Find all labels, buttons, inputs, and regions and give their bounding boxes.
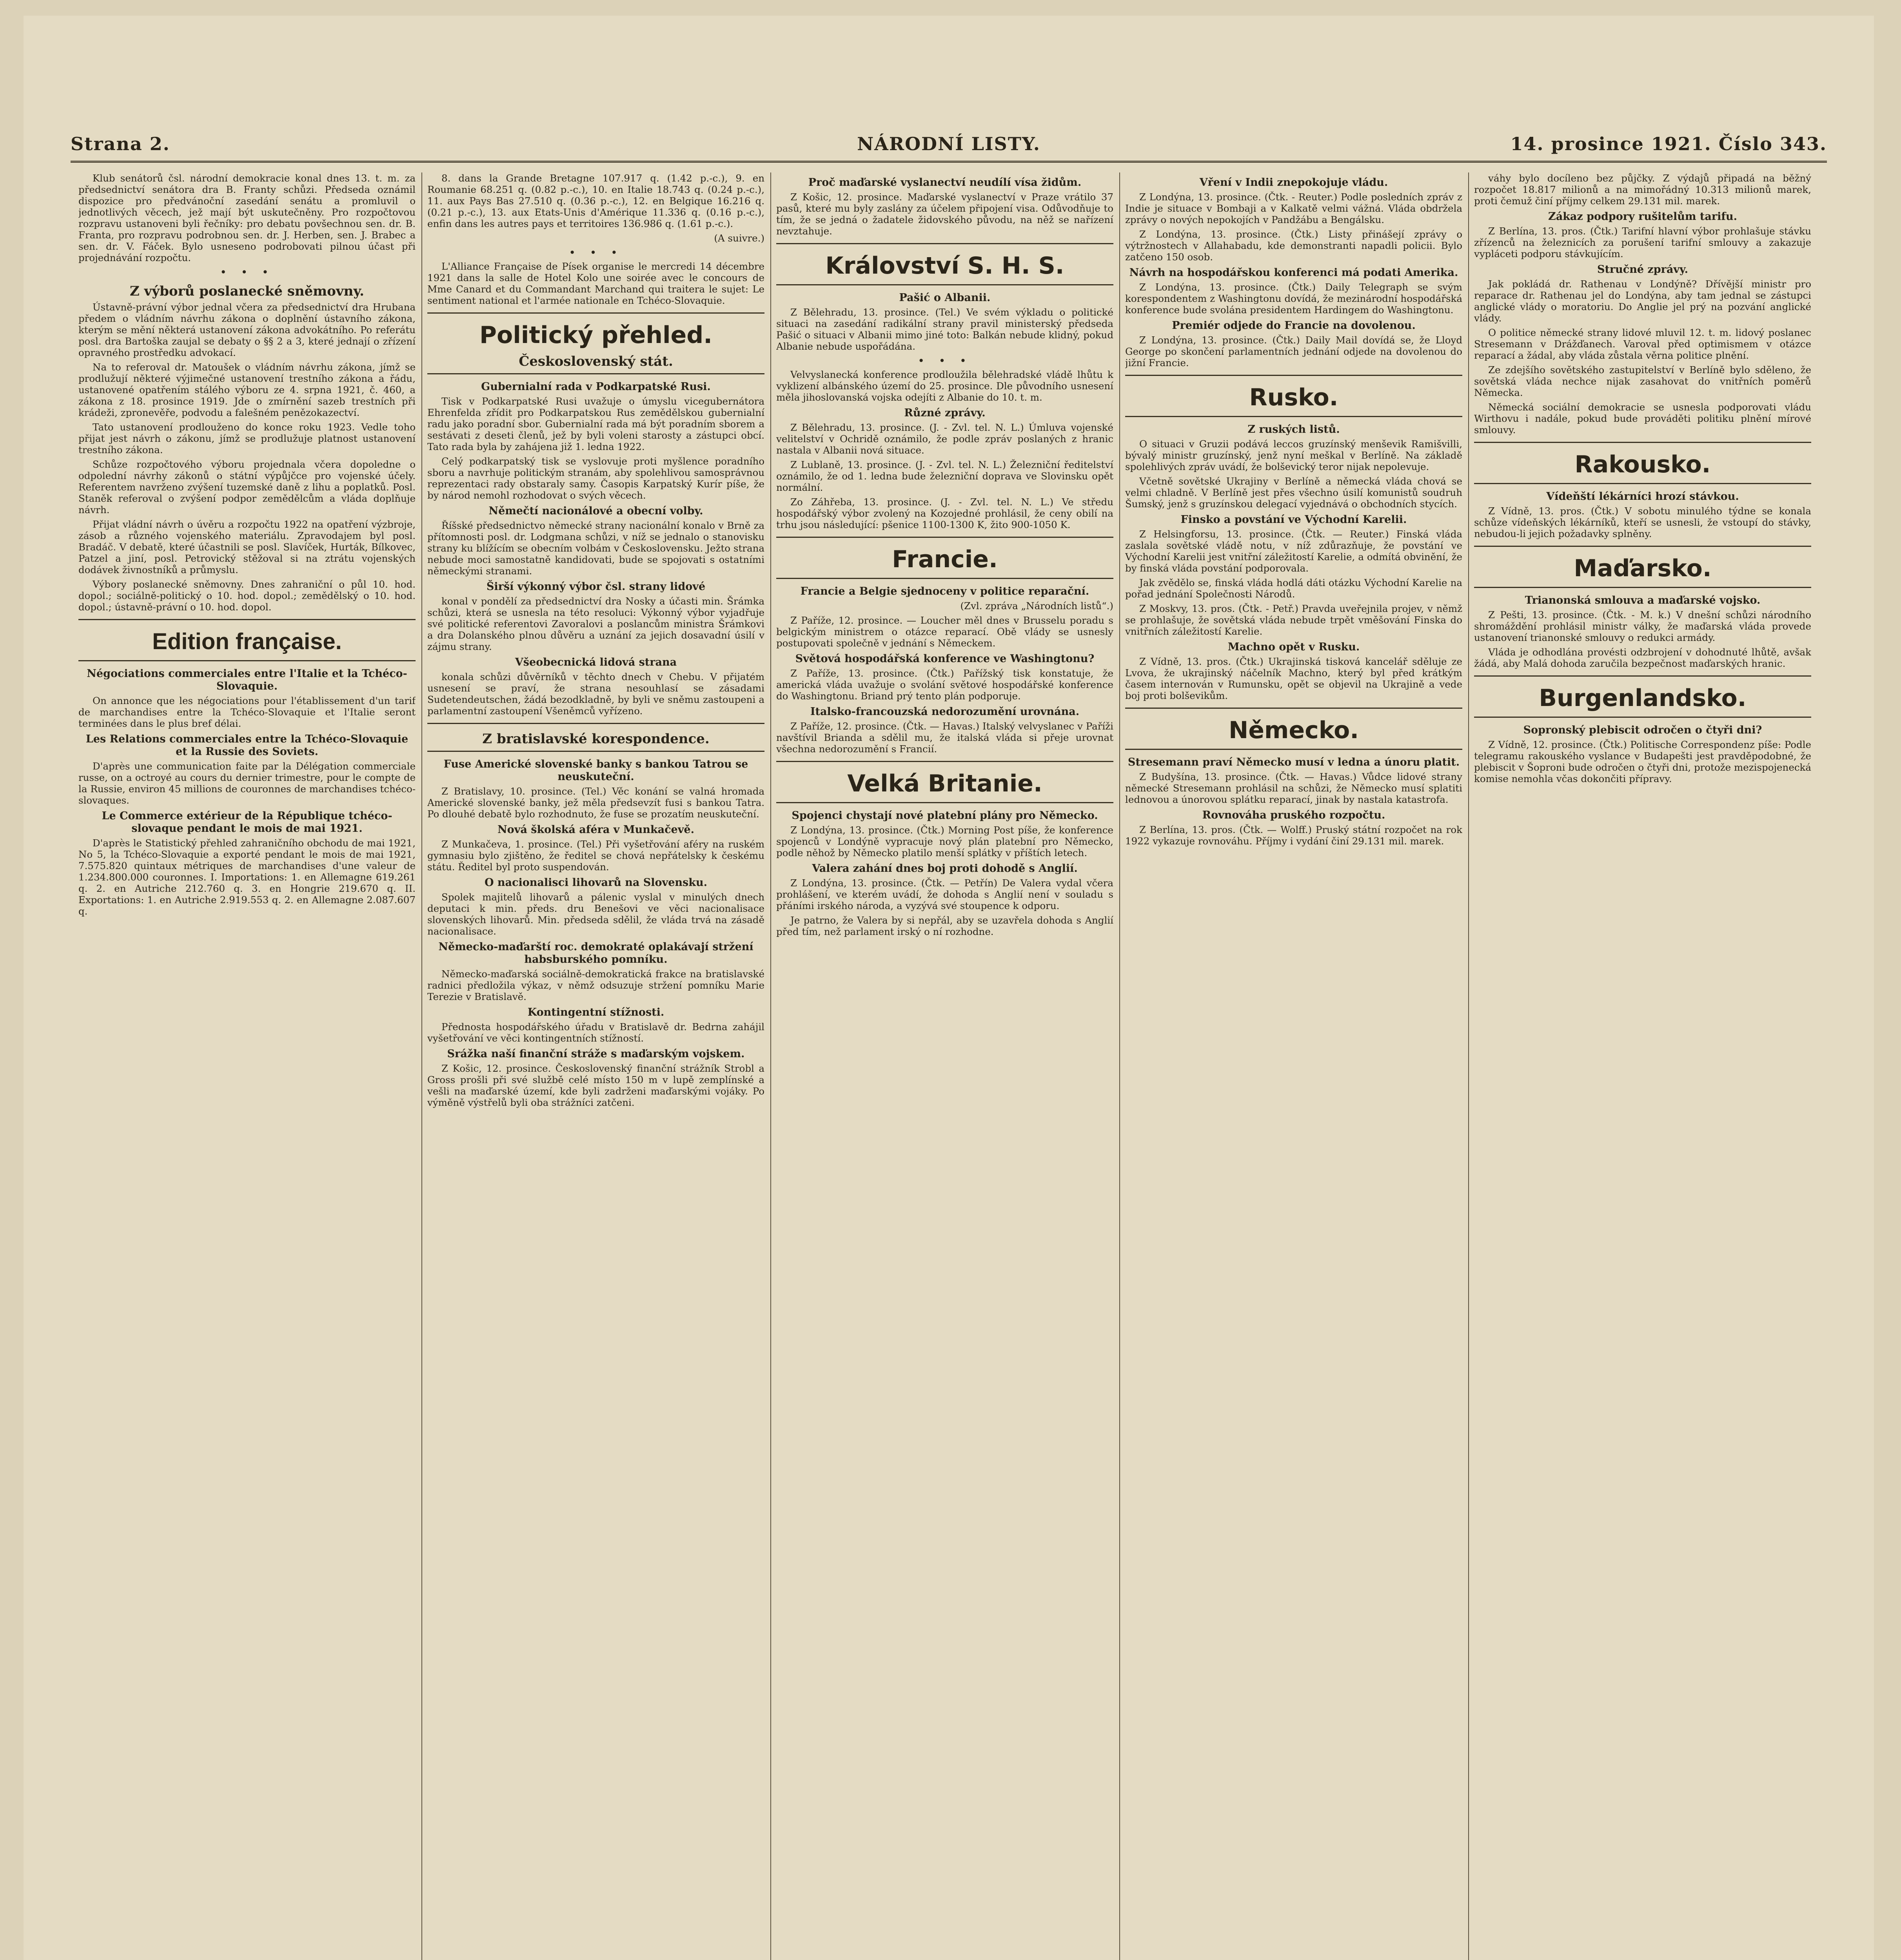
article-text: Z Londýna, 13. prosince. (Čtk.) Morning Post píše, že konference spojenců v Londýně vypracuje nový plán platební pro Německo, podle něhož by Německo platilo menší splátky v příštích letech. bbox=[776, 824, 1113, 858]
section-box bbox=[427, 723, 764, 752]
column-2 bbox=[427, 172, 764, 1960]
article-text: Z Helsingforsu, 13. prosince. (Čtk. — Reuter.) Finská vláda zaslala sovětské vládě notu, v níž zdůrazňuje, že povstání ve Východní Karelii jest vnitřní záležitostí Karelie, a odmítá obvinění, že by finská vláda povstání podporovala. bbox=[1125, 528, 1462, 574]
article-text: Z Bělehradu, 13. prosince. (Tel.) Ve svém výkladu o politické situaci na zasedání radikální strany pravil ministerský předseda Pašić o situaci v Albanii mimo jiné toto: Balkán nebude klidný, pokud Albanie nebude uspořádána. bbox=[776, 307, 1113, 352]
article-text: Z Bratislavy, 10. prosince. (Tel.) Věc konání se valná hromada Americké slovenské banky, jež měla předsevzít fusi s bankou Tatra. Po dlouhé debatě bylo rozhodnuto, že fuse se prozatím neuskuteční. bbox=[427, 786, 764, 820]
article-text: Vláda je odhodlána provésti odzbrojení v dohodnuté lhůtě, avšak žádá, aby Malá dohoda zaručila bezpečnost maďarských hranic. bbox=[1474, 646, 1811, 669]
article-text: Z Budyšína, 13. prosince. (Čtk. — Havas.) Vůdce lidové strany německé Stresemann prohlásil na schůzi, že Německo musí splatiti lednovou a únorovou splátku reparací, jinak by nastala katastrofa. bbox=[1125, 771, 1462, 805]
article-text: Přednosta hospodářského úřadu v Bratislavě dr. Bedrna zahájil vyšetřování ve věci kontingentních stížností. bbox=[427, 1021, 764, 1044]
column-rule bbox=[1468, 172, 1469, 1960]
section-heading: Rusko. bbox=[1249, 384, 1338, 411]
section-box bbox=[1474, 442, 1811, 484]
article-text: Z Pešti, 13. prosince. (Čtk. - M. k.) V dnešní schůzi národního shromáždění prohlásil ministr války, že maďarská vláda provede ustanovení trianonské smlouvy o redukci armády. bbox=[1474, 609, 1811, 643]
article-text: Německo-maďarská sociálně-demokratická frakce na bratislavské radnici předložila výkaz, v němž odsuzuje stržení pomníku Marie Terezie v Bratislavě. bbox=[427, 968, 764, 1002]
article-text: Tato ustanovení prodlouženo do konce roku 1923. Vedle toho přijat jest návrh o zákonu, jímž se prodlužuje platnost ustanovení trestního zákona. bbox=[78, 421, 416, 456]
article-text: Z Londýna, 13. prosince. (Čtk.) Daily Telegraph se svým korespondentem z Washingtonu dovídá, že mezinárodní hospodářská konference bude svolána presidentem Hardingem do Washingtonu. bbox=[1125, 281, 1462, 316]
article-text: konala schůzi důvěrníků v těchto dnech v Chebu. V přijatém usnesení se praví, že strana nesouhlasí se zásadami Sudetendeutschen, žádá bezodkladně, by byli ve sněmu zastoupeni a parlamentní zastoupení Všeněmců vyřízeno. bbox=[427, 671, 764, 717]
article-text: Z Munkačeva, 1. prosince. (Tel.) Při vyšetřování aféry na ruském gymnasiu bylo zjištěno, že ředitel se chová nepřátelsky k českému státu. Ředitel byl proto suspendován. bbox=[427, 838, 764, 873]
article-heading: Spojenci chystají nové platební plány pro Německo. bbox=[792, 809, 1098, 822]
section-box bbox=[427, 312, 764, 374]
article-text: Včetně sovětské Ukrajiny v Berlíně a německá vláda chová se velmi chladně. V Berlíně jest přes všechno úsilí komunistů soudruh Šumský, jenž s gruzínskou delegací vyjednává o obchodních stycích. bbox=[1125, 475, 1462, 510]
article-text: Z Londýna, 13. prosince. (Čtk.) Listy přinášejí zprávy o výtržnostech v Allahabadu, kde demonstranti napadli policii. Bylo zatčeno 150 osob. bbox=[1125, 229, 1462, 263]
article-text: Z Moskvy, 13. pros. (Čtk. - Petř.) Pravda uveřejnila projev, v němž se prohlašuje, že sovětská vláda nebude trpět vměšování Finska do vnitřních záležitostí Karelie. bbox=[1125, 603, 1462, 637]
article-heading: Rovnováha pruského rozpočtu. bbox=[1202, 809, 1385, 821]
article-heading: Francie a Belgie sjednoceny v politice reparační. bbox=[800, 585, 1089, 597]
article-heading: Fuse Americké slovenské banky s bankou Tatrou se neuskuteční. bbox=[443, 758, 748, 783]
article-text: Z Paříže, 12. prosince. — Loucher měl dnes v Brusselu poradu s belgickým ministrem o otázce reparací. Obě vlády se usnesly postupovati společně v jednání s Německem. bbox=[776, 615, 1113, 649]
column-3 bbox=[776, 172, 1113, 1960]
article-heading: Premiér odjede do Francie na dovolenou. bbox=[1172, 319, 1416, 332]
section-heading: Velká Britanie. bbox=[847, 770, 1042, 797]
column-1 bbox=[78, 172, 416, 1960]
section-heading: Maďarsko. bbox=[1574, 555, 1712, 582]
article-text: Výbory poslanecké sněmovny. Dnes zahraniční o půl 10. hod. dopol.; sociálně-politický o 10. hod. dopol.; zemědělský o 10. hod. dopol.; ústavně-právní o 10. hod. dopol. bbox=[78, 579, 416, 613]
section-box bbox=[1125, 708, 1462, 750]
masthead bbox=[71, 133, 1827, 163]
section-box bbox=[776, 761, 1113, 803]
article-heading: Zákaz podpory rušitelům tarifu. bbox=[1548, 211, 1738, 223]
section-heading: Politický přehled. bbox=[479, 321, 712, 349]
issue-date: 14. prosince 1921. Číslo 343. bbox=[1510, 133, 1827, 154]
article-text: Spolek majitelů lihovarů a pálenic vyslal v minulých dnech deputaci k min. předs. dru Benešovi ve věci nacionalisace slovenských lihovarů. Min. předseda sdělil, že vláda trvá na zásadě nacionalisace. bbox=[427, 891, 764, 937]
newspaper-title: NÁRODNÍ LISTY. bbox=[857, 133, 1040, 154]
article-text: váhy bylo docíleno bez půjčky. Z výdajů připadá na běžný rozpočet 18.817 milionů a na mimořádný 10.313 milionů marek, proti čemuž činí příjmy celkem 29.131 mil. marek. bbox=[1474, 172, 1811, 207]
article-text: Ústavně-právní výbor jednal včera za předsednictví dra Hrubana předem o vládním návrhu zákona o doplnění ústavního zákona, kterým se mění některá ustanovení zákona advokátního. Po referátu posl. dra Bartoška zaujal se debaty o §§ 2 a 3, které jednají o zřízení opravného prostředku advokací. bbox=[78, 301, 416, 358]
article-text: Tisk v Podkarpatské Rusi uvažuje o úmyslu vicegubernátora Ehrenfelda zřídit pro Podkarpatskou Rus zemědělskou gubernialní radu jako poradní sbor. Gubernialní rada má být poradním sborem a sestávati z deseti členů, jež by byli voleni starosty a zástupci obcí. Tato rada byla by zahájena již 1. ledna 1922. bbox=[427, 396, 764, 452]
article-heading: Italsko-francouzská nedorozumění urovnána. bbox=[810, 706, 1080, 718]
article-text: Je patrno, že Valera by si nepřál, aby se uzavřela dohoda s Anglií před tím, než parlament irský o ní rozhodne. bbox=[776, 915, 1113, 937]
article-heading: Gubernialní rada v Podkarpatské Rusi. bbox=[481, 381, 711, 393]
separator: • • • bbox=[220, 266, 274, 279]
section-subheading: Československý stát. bbox=[519, 354, 673, 369]
newspaper-page bbox=[24, 16, 1874, 1960]
section-heading: Z bratislavské korespondence. bbox=[482, 731, 710, 747]
column-4 bbox=[1125, 172, 1462, 1960]
section-heading: Francie. bbox=[892, 546, 998, 573]
column-5 bbox=[1474, 172, 1811, 1960]
article-heading: Finsko a povstání ve Východní Karelii. bbox=[1180, 514, 1407, 526]
article-text: Z Paříže, 12. prosince. (Čtk. — Havas.) Italský velvyslanec v Paříži navštívil Brianda a sdělil mu, že italská vláda si přeje urovnat všechna nedorozumění s Francií. bbox=[776, 720, 1113, 755]
section-box bbox=[1474, 675, 1811, 718]
article-text: konal v pondělí za předsednictví dra Nosky a účasti min. Šrámka schůzi, která se usnesla na této resoluci: Výkonný výbor vyjadřuje své politické referentovi Zavoralovi a poslancům ministra Šrámkovi a dra Dolanského plnou důvěru a uznání za jejich dosavadní úsilí v zájmu strany. bbox=[427, 595, 764, 652]
article-text: Z Vídně, 13. pros. (Čtk.) V sobotu minulého týdne se konala schůze vídeňských lékárníků, kteří se usnesli, že vstoupí do stávky, nebudou-li jejich požadavky splněny. bbox=[1474, 505, 1811, 539]
article-text: Z Lublaně, 13. prosince. (J. - Zvl. tel. N. L.) Železniční ředitelství oznámilo, že od 1. ledna bude železniční doprava ve Slovinsku opět normální. bbox=[776, 459, 1113, 493]
article-text: Schůze rozpočtového výboru projednala včera dopoledne o odpolední návrhy zákonů o státní výpůjčce pro vojenské účely. Referentem navrženo zvýšení tuzemské daně z lihu a poplatků. Posl. Staněk referoval o zvýšení podpor zemědělcům a vláda doplňuje návrh. bbox=[78, 459, 416, 515]
article-text: D'après une communication faite par la Délégation commerciale russe, on a octroyé au cours du dernier trimestre, pour le compte de la Russie, environ 45 millions de couronnes de marchandises tchéco-slovaques. bbox=[78, 760, 416, 806]
article-text: Zo Záhřeba, 13. prosince. (J. - Zvl. tel. N. L.) Ve středu hospodářský výbor zvolený na Kozojedné prohlásil, že ceny obilí na trhu jsou následující: pšenice 1100-1300 K, žito 900-1050 K. bbox=[776, 496, 1113, 530]
article-heading: Světová hospodářská konference ve Washingtonu? bbox=[795, 653, 1095, 665]
article-text: Velvyslanecká konference prodloužila bělehradské vládě lhůtu k vyklizení albánského území do 25. prosince. Dle původního usnesení měla jihoslovanská vojska odejíti z Albanie do 10. t. m. bbox=[776, 369, 1113, 403]
article-text: L'Alliance Française de Písek organise le mercredi 14 décembre 1921 dans la salle de Hotel Kolo une soirée avec le concours de Mme Canard et du Commandant Marchand qui traitera le sujet: Le sentiment national et l'armée nationale en Tchéco-Slovaquie. bbox=[427, 261, 764, 306]
article-text: Z Paříže, 13. prosince. (Čtk.) Pařížský tisk konstatuje, že americká vláda uvažuje o svolání světové hospodářské konference do Washingtonu. Briand prý tento plán podporuje. bbox=[776, 668, 1113, 702]
article-heading: Machno opět v Rusku. bbox=[1227, 641, 1360, 653]
article-text: Přijat vládní návrh o úvěru a rozpočtu 1922 na opatření výzbroje, zásob a různého vojenského materiálu. Zpravodajem byl posl. Bradáč. V debatě, které účastnili se posl. Slavíček, Hurták, Bílkovec, Patzel a jiní, posl. Petrovický stěžoval si na ztrátu vojenských dodávek živnostníků a průmyslu. bbox=[78, 519, 416, 575]
section-heading: Edition française. bbox=[152, 629, 342, 654]
article-heading: Vídeňští lékárníci hrozí stávkou. bbox=[1546, 490, 1739, 503]
article-text: On annonce que les négociations pour l'établissement d'un tarif de marchandises entre la Tchéco-Slovaquie et l'Italie seront terminées dans le plus bref délai. bbox=[78, 695, 416, 729]
article-heading: Sopronský plebiscit odročen o čtyři dni? bbox=[1523, 724, 1762, 736]
article-heading: Z výborů poslanecké sněmovny. bbox=[129, 283, 365, 299]
page-number: Strana 2. bbox=[71, 133, 170, 154]
section-box bbox=[1125, 375, 1462, 417]
section-box bbox=[776, 537, 1113, 579]
article-text: Na to referoval dr. Matoušek o vládním návrhu zákona, jímž se prodlužují některé výjimečné ustanovení trestního zákona a řádu, ustanovené opatřením stálého výboru ze 4. srpna 1921, č. 460, a zákona z 18. prosince 1919. Jde o zmírnění sazeb trestních při krádeži, zpronevěře, podvodu a falešném penězokazectví. bbox=[78, 361, 416, 418]
article-heading: O nacionalisci lihovarů na Slovensku. bbox=[484, 877, 707, 889]
section-box bbox=[1474, 546, 1811, 588]
article-text: Z Berlína, 13. pros. (Čtk. — Wolff.) Pruský státní rozpočet na rok 1922 vykazuje rovnováhu. Příjmy i vydání činí 29.131 mil. marek. bbox=[1125, 824, 1462, 847]
section-heading: Království S. H. S. bbox=[825, 252, 1064, 279]
article-heading: Srážka naší finanční stráže s maďarským vojskem. bbox=[447, 1048, 745, 1060]
article-text: Celý podkarpatský tisk se vyslovuje proti myšlence poradního sboru a navrhuje politickým stranám, aby spolehlivou samosprávnou reprezentaci rady obstaraly samy. Časopis Karpatský Kurír píše, že by národ nemohl rozhodovat o svých věcech. bbox=[427, 456, 764, 501]
article-heading: Les Relations commerciales entre la Tchéco-Slovaquie et la Russie des Soviets. bbox=[85, 733, 409, 758]
article-text: Jak zvědělo se, finská vláda hodlá dáti otázku Východní Karelie na pořad jednání Společnosti Národů. bbox=[1125, 577, 1462, 600]
article-text: Z Bělehradu, 13. prosince. (J. - Zvl. tel. N. L.) Úmluva vojenské velitelství v Ochridě oznámilo, že podle zpráv poslaných z hranic nastala v Albanii nová situace. bbox=[776, 422, 1113, 456]
article-text: Německá sociální demokracie se usnesla podporovati vládu Wirthovu i nadále, pokud bude prováděti politiku plnění mírové smlouvy. bbox=[1474, 401, 1811, 436]
article-heading: Kontingentní stížnosti. bbox=[527, 1006, 665, 1018]
section-box bbox=[78, 619, 416, 661]
article-heading: Různé zprávy. bbox=[904, 407, 986, 419]
article-heading: Všeobecnická lidová strana bbox=[515, 656, 677, 668]
section-heading: Německo. bbox=[1229, 717, 1359, 744]
article-text: Z Vídně, 13. pros. (Čtk.) Ukrajinská tisková kancelář sděluje ze Lvova, že ukrajinský náčelník Machno, který byl před krátkým časem internován v Rumunsku, opět se objevil na Ukrajině a vede boj proti bolševikům. bbox=[1125, 656, 1462, 701]
column-rule bbox=[1119, 172, 1120, 1960]
column-rule bbox=[770, 172, 771, 1960]
article-heading: Německo-maďarští roc. demokraté oplakávají stržení habsburského pomníku. bbox=[438, 941, 754, 965]
article-heading: Nová školská aféra v Munkačevě. bbox=[497, 824, 694, 836]
article-text: Jak pokládá dr. Rathenau v Londýně? Dřívější ministr pro reparace dr. Rathenau jel do Londýna, aby tam jednal se zástupci anglické vlády o moratoriu. Do Anglie jel prý na pozvání anglické vlády. bbox=[1474, 278, 1811, 324]
separator: • • • bbox=[569, 246, 623, 259]
article-heading: Proč maďarské vyslanectví neudílí vísa židům. bbox=[808, 176, 1082, 189]
article-text: 8. dans la Grande Bretagne 107.917 q. (1.42 p.-c.), 9. en Roumanie 68.251 q. (0.82 p.-c.), 10. en Italie 18.743 q. (0.24 p.-c.), 11. aux Pays Bas 27.510 q. (0.36 p.-c.), 12. en Belgique 16.216 q. (0.21 p.-c.), 13. aux Etats-Unis d'Amérique 11.336 q. (0.16 p.-c.), enfin dans les autres pays et territoires 136.986 q. (1.61 p.-c.). bbox=[427, 172, 764, 229]
article-heading: Le Commerce extérieur de la République tchéco-slovaque pendant le mois de mai 1921. bbox=[102, 810, 392, 835]
article-heading: Pašić o Albanii. bbox=[899, 292, 991, 304]
article-text: Z Londýna, 13. prosince. (Čtk.) Daily Mail dovídá se, že Lloyd George po skončení parlamentních jednání odjede na dovolenou do jižní Francie. bbox=[1125, 334, 1462, 368]
article-heading: Návrh na hospodářskou konferenci má podati Amerika. bbox=[1129, 267, 1458, 279]
section-heading: Burgenlandsko. bbox=[1539, 684, 1747, 712]
article-text: O politice německé strany lidové mluvil 12. t. m. lidový poslanec Stresemann v Drážďanech. Varoval před optimismem v otázce reparací a žádal, aby vláda zůstala věrna politice plnění. bbox=[1474, 327, 1811, 361]
article-heading: Širší výkonný výbor čsl. strany lidové bbox=[486, 581, 706, 593]
article-text: Z Košic, 12. prosince. Československý finanční strážník Strobl a Gross prošli při své službě celé místo 150 m v lupě zemplínské a vešli na maďarské území, kde byli zadrženi maďarskými vojáky. Po výměně výstřelů byli oba strážníci zatčeni. bbox=[427, 1063, 764, 1108]
article-heading: Vření v Indii znepokojuje vládu. bbox=[1199, 176, 1388, 189]
section-heading: Rakousko. bbox=[1574, 451, 1711, 478]
article-text: D'après le Statistický přehled zahraničního obchodu de mai 1921, No 5, la Tchéco-Slovaquie a exporté pendant le mois de mai 1921, 7.575.820 quintaux métriques de marchandises d'une valeur de 1.234.800.000 couronnes. I. Importations: 1. en Allemagne 619.261 q. 2. en Autriche 212.760 q. 3. en Hongrie 219.670 q. II. Exportations: 1. en Autriche 2.919.553 q. 2. en Allemagne 2.087.607 q. bbox=[78, 837, 416, 917]
separator: • • • bbox=[918, 354, 972, 367]
article-heading: Trianonská smlouva a maďarské vojsko. bbox=[1525, 594, 1761, 606]
article-text: Z Londýna, 13. prosince. (Čtk. — Petřín) De Valera vydal včera prohlášení, ve kterém uvádí, že dohoda s Anglií není v souladu s přáními irského národa, a vyzývá své stoupence k odporu. bbox=[776, 877, 1113, 911]
article-heading: Valera zahání dnes boj proti dohodě s Anglií. bbox=[812, 862, 1078, 875]
article-heading: Stresemann praví Německo musí v ledna a únoru platit. bbox=[1128, 756, 1460, 768]
continued-note: (A suivre.) bbox=[714, 232, 764, 244]
article-text: Z Košic, 12. prosince. Maďarské vyslanectví v Praze vrátilo 37 pasů, které mu byly zaslány za účelem připojení visa. Odůvodňuje to tím, že se jedná o žadatele židovského původu, na něž se nařízení nevztahuje. bbox=[776, 191, 1113, 237]
column-rule bbox=[421, 172, 422, 1960]
article-heading: Z ruských listů. bbox=[1247, 423, 1340, 436]
article-heading: Stručné zprávy. bbox=[1597, 263, 1689, 276]
article-text: Ze zdejšího sovětského zastupitelství v Berlíně bylo sděleno, že sovětská vláda nechce nijak zasahovat do vnitřních poměrů Německa. bbox=[1474, 364, 1811, 398]
source-note: (Zvl. zpráva „Národních listů“.) bbox=[960, 600, 1113, 612]
section-box bbox=[776, 243, 1113, 285]
article-heading: Němečtí nacionálové a obecní volby. bbox=[488, 505, 703, 517]
article-heading: Négociations commerciales entre l'Italie et la Tchéco-Slovaquie. bbox=[87, 668, 407, 692]
article-text: Říšské předsednictvo německé strany nacionální konalo v Brně za přítomnosti posl. dr. Lodgmana schůzi, v níž se jednalo o stanovisku strany ku blížícím se obecním volbám v Československu. Ježto strana nebude moci samostatně kandidovati, bude se spojovati s ostatními německými stranami. bbox=[427, 520, 764, 577]
article-text: O situaci v Gruzii podává leccos gruzínský menševik Ramišvilli, bývalý ministr gruzínský, jenž nyní meškal v Berlíně. Na základě spolehlivých zpráv uvádí, že bolševický teror nijak nepolevuje. bbox=[1125, 438, 1462, 472]
article-text: Klub senátorů čsl. národní demokracie konal dnes 13. t. m. za předsednictví senátora dra B. Franty schůzi. Předseda oznámil dispozice pro předvánoční zasedání senátu a promluvil o jednotlivých věcech, jež mají být uskutečněny. Pro rozpočtovou rozpravu ustanoveni byli řečníky: pro debatu povšechnou sen. dr. B. Franta, pro rozpravu podrobnou sen. dr. J. Herben, sen. J. Brabec a sen. dr. V. Fáček. Bylo usneseno podrobovati pilnou účast při projednávání rozpočtu. bbox=[78, 172, 416, 263]
article-text: Z Berlína, 13. pros. (Čtk.) Tarifní hlavní výbor prohlašuje stávku zřízenců na železnicích za porušení tarifní smlouvy a zakazuje vypláceti podporu stávkujícím. bbox=[1474, 225, 1811, 260]
article-text: Z Vídně, 12. prosince. (Čtk.) Politische Correspondenz píše: Podle telegramu rakouského vyslance v Budapešti jest pravděpodobné, že plebiscit v Šoproni bude odročen o čtyři dni, protože mezispojenecká komise nemohla včas dokončiti přípravy. bbox=[1474, 739, 1811, 784]
article-text: Z Londýna, 13. prosince. (Čtk. - Reuter.) Podle posledních zpráv z Indie je situace v Bombaji a v Kalkatě velmi vážná. Vláda obdržela zprávy o nových nepokojích v Pandžábu a Bengálsku. bbox=[1125, 191, 1462, 225]
